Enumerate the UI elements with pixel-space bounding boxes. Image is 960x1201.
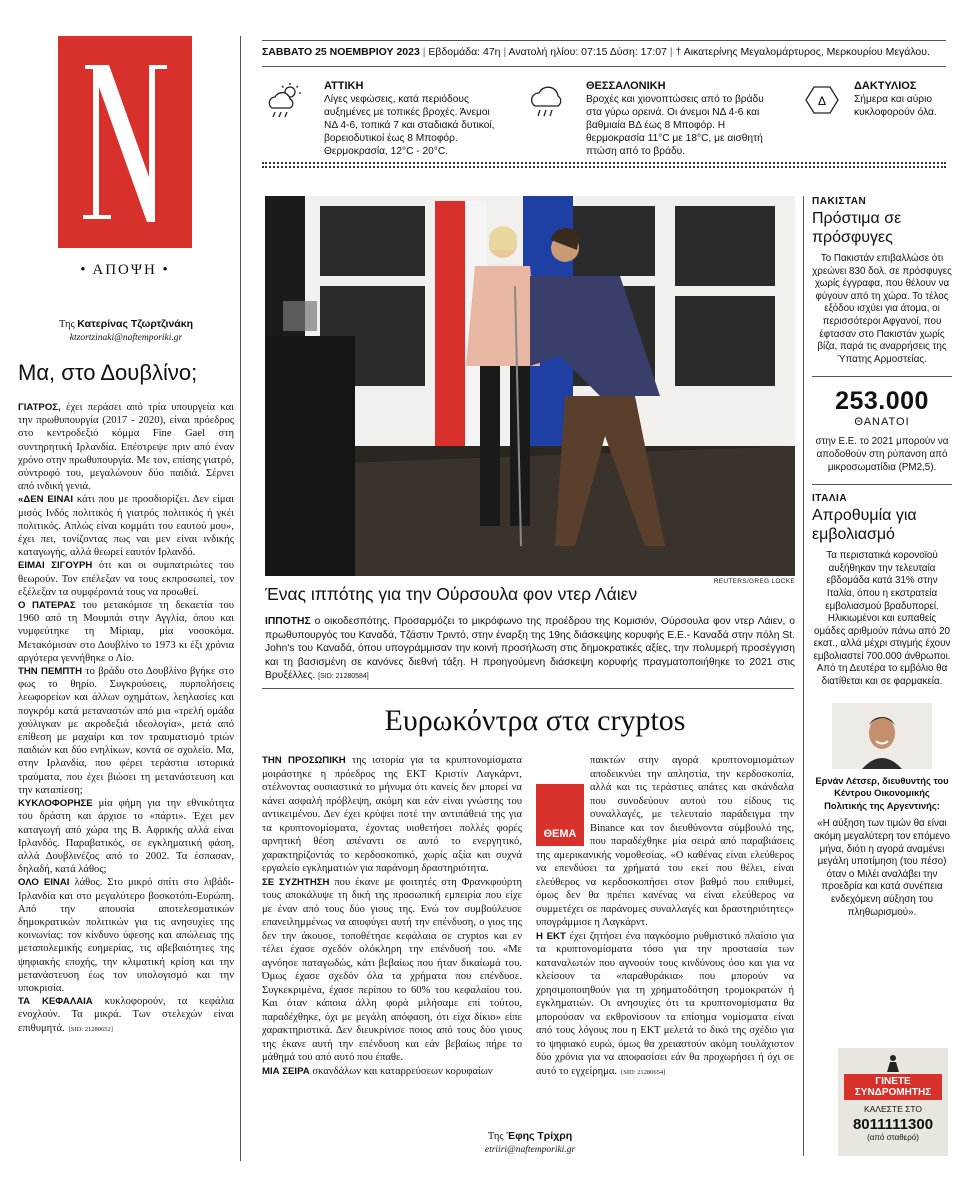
weather-text: Σήμερα και αύριο κυκλοφορούν όλα. bbox=[854, 94, 937, 118]
paragraph bbox=[262, 1065, 522, 1079]
paragraph-text: παικτών στην αγορά κρυπτονομισμάτων αποδεικνύει την απληστία, την κερδοσκοπία, αλλά και τις τεράστιες απάτες και σκάνδαλα που συνοδεύουν αυτού του είδους τις συναλλαγές, με τελευταίο παράδειγμα την Binance και τον διευθύνοντα σύμβουλό της, που παραδέχθηκε μία σειρά από παραβιάσεις της αμερικανικής νομοθεσίας. «Ο καθένας είναι ελεύθερος να επενδύσει τα χρήματά του εκεί που θέλει, είναι ελεύθερος να κερδοσκοπήσει στον βαθμό που επιθυμεί, όμως δεν θα πρέπει κανένας να είναι ελεύθερος να συμμετέχει σε παράνομες συναλλαγές και δραστηριότητες» υπογράμμισε η Λαγκάρντ. bbox=[536, 755, 794, 928]
logo-n-icon bbox=[75, 57, 175, 227]
subscribe-note: (από σταθερό) bbox=[867, 1133, 919, 1142]
paragraph bbox=[18, 876, 234, 995]
name-days: † Αικατερίνης Μεγαλομάρτυρος, Μερκουρίου Μεγάλου. bbox=[675, 46, 930, 58]
sid-code: [SID: 21280584] bbox=[318, 673, 369, 680]
photo-credit: REUTERS/GREG LOCKE bbox=[713, 578, 795, 585]
column-divider bbox=[240, 36, 241, 1161]
paragraph bbox=[18, 995, 234, 1036]
right-column bbox=[812, 196, 952, 919]
paragraph-text: έχει περάσει από τρία υπουργεία και την πρωθυπουργία (2017 - 2020), είναι πρόεδρος στο κεντροδεξιό κόμμα Fine Gael στη συντηρητική Ιρλανδία. Επέστρεψε πριν από έναν χρόνο στην πρωθυπουργία. Με τον, επίσης γιατρό, σύντροφό του, μεγαλώνουν δύο παιδιά. Σέρνει από ινδική γενιά. bbox=[18, 402, 234, 493]
paragraph bbox=[536, 930, 794, 1080]
sid-code: [SID: 21280652] bbox=[68, 1025, 113, 1033]
paragraph-text: της ιστορία για τα κρυπτονομίσματα μοιράστηκε η πρόεδρος της ΕΚΤ Κριστίν Λαγκάρντ, στέλνοντας ουσιαστικά το μήνυμα ότι κανείς δεν μπορεί να κάνει ασφαλή πρόβλεψη, ακόμη και εάν είναι γνώστης του αντικειμένου. Δεν έχει κρύψει ποτέ την αντιπάθειά της για τα κρυπτονομίσματα, έχοντας υιοθετήσει πολλές φορές αρνητική θέση απέναντι σε αυτό το ενεργητικό, χαρακτηρίζοντάς το κερδοσκοπικό, χωρίς αξία και συχνά εργαλείο εγκληματιών για παράνομη δραστηριότητα. bbox=[262, 755, 522, 874]
paragraph-lead: Ο ΠΑΤΕΡΑΣ bbox=[18, 600, 76, 612]
paragraph bbox=[18, 797, 234, 876]
paragraph-text: κάτι που με προσδιορίζει. Δεν είμαι μισός Ινδός πολιτικός ή γιατρός πολιτικός ή γκέι πολιτικός. Απλώς είναι κομμάτι του εαυτού μου», έχει πει, τονίζοντας πως ναι μεν είναι ινδικής καταγωγής, αλλά θεωρεί εαυτόν Ιρλανδό. bbox=[18, 494, 234, 559]
rule bbox=[812, 484, 952, 485]
news-photo bbox=[265, 196, 795, 576]
paragraph-text: που έκανε με φοιτητές στη Φρανκφούρτη τους αποκάλυψε τη δική της προσωπική εμπειρία που είχε με έναν από τους δύο γιους της. Ενώ τον συμβούλευσε επανειλημμένως να αποφύγει αυτή την επένδυση, ο γιος της δεν την άκουσε, τοποθέτησε κεφάλαια σε cryptos και εν τέλει έχασε σχεδόν ολόκληρη την επένδυσή του. «Με αγνόησε παταγωδώς, κάτι βεβαίως που ήταν δικαίωμά του. Όμως έχασε σχεδόν όλα τα χρήματα που επένδυσε. Συγκεκριμένα, έχασε περίπου το 60% του κεφαλαίου του. Και όταν κάποια άλλη φορά μιλήσαμε επί τούτου, παραδέχθηκε, όχι με μεγάλη απόφαση, ότι είχα δίκιο» είπε χαρακτηριστικά. Δεν διευκρίνισε ποιος από τους δύο γιους της έκανε αυτή την επένδυση και εάν βεβαίως πήρε το μάθημά του από αυτό που έπαθε. bbox=[262, 876, 522, 1063]
sun-cloud-rain-icon bbox=[264, 82, 306, 124]
person-portrait-icon bbox=[832, 703, 932, 769]
badge-spacer bbox=[536, 754, 590, 846]
article-body bbox=[18, 401, 234, 1036]
paragraph-lead: ΣΕ ΣΥΖΗΤΗΣΗ bbox=[262, 876, 330, 888]
brief-title: Πρόστιμα σε πρόσφυγες bbox=[812, 210, 902, 246]
paragraph-text: το βράδυ στο Δουβλίνο βγήκε στο φως το θηρίο. Συγκρούσεις, πυρπολήσεις λεωφορείων και άλλων οχημάτων, λεηλασίες και πογκρόμ κατά μεταναστών από μια «τρελή ομάδα χούλιγκαν με ακροδεξιά ιδεολογία», μετά από επίθεση με μαχαίρι και τον τραυματισμό τριών παιδιών και δύο ενηλίκων, κοντά σε σχολείο. Μα, στην Ιρλανδία, που φέρει τεράστια ιστορικά τραύματα, που έχει βιώσει τη μετανάστευση και την καταπίεση; bbox=[18, 666, 234, 796]
paragraph-lead: ΚΥΚΛΟΦΟΡΗΣΕ bbox=[18, 798, 93, 810]
paragraph-lead: ΜΙΑ ΣΕΙΡΑ bbox=[262, 1065, 310, 1077]
summit-photo bbox=[265, 196, 795, 576]
weather-text: Βροχές και χιονοπτώσεις από το βράδυ στα γύρω ορεινά. Οι άνεμοι ΝΔ 4-6 και βαθμιαία ΒΔ έως 8 Μποφόρ. Η θερμοκρασία 11°C με 18°C, με αισθητή πτώση από το βράδυ. bbox=[586, 94, 764, 157]
paragraph-lead: Η ΕΚΤ bbox=[536, 930, 566, 942]
sun-times: Ανατολή ηλίου: 07:15 Δύση: 17:07 bbox=[508, 46, 667, 58]
photo-title: Ένας ιππότης για την Ούρσουλα φον ντερ Λάιεν bbox=[265, 584, 638, 604]
date-line: ΣΑΒΒΑΤΟ 25 ΝΟΕΜΒΡΙΟΥ 2023 | Εβδομάδα: 47η | Ανατολή ηλίου: 07:15 Δύση: 17:07 | † Αικατερίνης Μεγαλομάρτυρος, Μερκουρίου Μεγάλου. bbox=[262, 46, 930, 58]
crypto-title: Ευρωκόντρα στα cryptos bbox=[384, 704, 686, 737]
big-number: 253.000 bbox=[835, 387, 929, 416]
paragraph bbox=[262, 754, 522, 876]
left-article bbox=[18, 318, 234, 1036]
weather-ring-road bbox=[802, 80, 948, 119]
quote-text: «Η αύξηση των τιμών θα είναι ακόμη μεγαλύτερη τον επόμενο μήνα, διότι η αγορά αναμένει μεγάλη υποτίμηση (του πέσο) όταν ο Μιλέι αναλάβει την προεδρία και κατά συνέπεια ενδεχόμενη αύξηση του πληθωρισμού». bbox=[813, 818, 951, 918]
brief-head: ΙΤΑΛΙΑ bbox=[812, 493, 848, 505]
paragraph bbox=[18, 401, 234, 493]
subscribe-title: ΓΙΝΕΤΕ ΣΥΝΔΡΟΜΗΤΗΣ bbox=[844, 1074, 942, 1100]
subscribe-box[interactable] bbox=[838, 1048, 948, 1156]
quote-portrait bbox=[832, 703, 932, 769]
paragraph bbox=[18, 599, 234, 665]
author-email: ktzortzinaki@naftemporiki.gr bbox=[69, 333, 183, 343]
author: Κατερίνας Τζωρτζινάκη bbox=[77, 318, 194, 330]
rule bbox=[262, 66, 946, 67]
traffic-sign-icon bbox=[804, 84, 840, 116]
crypto-column-1 bbox=[262, 754, 522, 1078]
quote-person: Ερνάν Λέτσερ, διευθυντής του Κέντρου Οικονομικής Πολιτικής της Αργεντινής: bbox=[815, 774, 949, 811]
svg-text:Δ: Δ bbox=[817, 94, 827, 108]
paragraph-lead: ΤΑ ΚΕΦΑΛΑΙΑ bbox=[18, 996, 93, 1008]
weather-text: Λίγες νεφώσεις, κατά περιόδους αυξημένες με τοπικές βροχές. Άνεμοι ΝΔ 4-6, τοπικά 7 και σταδιακά δυτικοί, βορειοδυτικοί έως 8 Μποφόρ. Θερμοκρασία, 12°C - 20°C. bbox=[324, 94, 495, 157]
paragraph-lead: ΤΗΝ ΠΕΜΠΤΗ bbox=[18, 666, 83, 678]
rule bbox=[812, 376, 952, 377]
subscriber-icon bbox=[838, 1054, 948, 1072]
sid-code: [SID: 21280654] bbox=[621, 1068, 666, 1076]
big-number-label: ΘΑΝΑΤΟΙ bbox=[854, 416, 910, 429]
paragraph-text: του μετακόμισε τη δεκαετία του 1960 από τη Μουμπάι στην Αγγλία, όπου και νυμφεύτηκε τη Μίριαμ, μία νοσοκόμα. Μετακόμισαν στο Δουβλίνο το 1973 κι έξι χρόνια αργότερα γεννήθηκε ο Λίο. bbox=[18, 600, 234, 664]
paragraph-lead: «ΔΕΝ ΕΙΝΑΙ bbox=[18, 494, 73, 506]
big-number-text: στην Ε.Ε. το 2021 μπορούν να αποδοθούν στη ρύπανση από μικροσωματίδια (PM2,5). bbox=[815, 436, 949, 473]
date: ΣΑΒΒΑΤΟ 25 ΝΟΕΜΒΡΙΟΥ 2023 bbox=[262, 46, 420, 58]
column-divider bbox=[803, 196, 804, 1156]
subscribe-call: ΚΑΛΕΣΤΕ ΣΤΟ bbox=[863, 1104, 923, 1114]
paragraph-text: σκανδάλων και καταρρεύσεων κορυφαίων bbox=[309, 1065, 493, 1077]
paragraph-lead: ΤΗΝ ΠΡΟΣΩΠΙΚΗ bbox=[262, 755, 346, 766]
rule bbox=[262, 40, 946, 41]
paragraph-lead: ΓΙΑΤΡΟΣ, bbox=[18, 402, 61, 413]
cloud-rain-icon bbox=[528, 82, 570, 124]
crypto-column-2 bbox=[536, 754, 794, 1079]
caption-lead: ΙΠΠΟΤΗΣ bbox=[265, 616, 311, 627]
paragraph bbox=[18, 665, 234, 797]
paragraph-lead: ΟΛΟ ΕΙΝΑΙ bbox=[18, 877, 70, 889]
paragraph-text: κυκλοφορούν, τα κεφάλια ενοχλούν. Τα μικρά. Των στελεχών είναι επιθυμητά. bbox=[18, 996, 234, 1034]
weather-title: ΘΕΣΣΑΛΟΝΙΚΗ bbox=[586, 80, 666, 92]
dotted-separator bbox=[262, 162, 946, 168]
brief-title: Απροθυμία για εμβολιασμό bbox=[812, 507, 917, 544]
author-email: etriiri@naftemporiki.gr bbox=[484, 1145, 576, 1155]
article-title: Μα, στο Δουβλίνο; bbox=[18, 360, 198, 385]
byline: Της Κατερίνας Τζωρτζινάκη bbox=[58, 318, 194, 330]
author: Έφης Τρίχρη bbox=[506, 1130, 573, 1142]
brief-head: ΠΑΚΙΣΤΑΝ bbox=[812, 196, 867, 207]
paragraph-lead: ΕΙΜΑΙ ΣΙΓΟΥΡΗ bbox=[18, 560, 93, 572]
week: Εβδομάδα: 47η bbox=[428, 46, 501, 58]
paragraph-text: λάθος. Στο μικρό σπίτι στο λιβάδι-Ιρλανδία και στο μεγαλύτερο βοσκοτόπι-Ευρώπη. Από την απουσία αποτελεσματικών δημοκρατικών πολιτικών για τις ανησυχίες της κοινωνίας: τον κίνδυνο ύφεσης και απώλειας της μεταπολεμικής ευημερίας, τις αβεβαιότητες της ψηφιακής εποχής, την κλιματική κρίση και την μετανάστευση έως τον υπολογισμό και την υποκρισία. bbox=[18, 877, 234, 994]
paragraph-text: έχει ζητήσει ένα παγκόσμιο ρυθμιστικό πλαίσιο για τα κρυπτονομίσματα τόσο για την προστασία των καταναλωτών που αγνοούν τους κινδύνους όσο και για να κλείσουν τα «παραθυράκια» που μπορούν να χρησιμοποιηθούν για τη χρηματοδότηση τρομοκρατών ή εγκληματιών. Οι ανησυχίες ότι τα κρυπτονομίσματα θα μπορούσαν να εκθρονίσουν τα επίσημα νομίσματα είναι από τους λόγους που η ΕΚΤ μελετά το δικό της σχέδιο για το ψηφιακό ευρώ, όμως θα χρειαστούν ακόμη τουλάχιστον δύο χρόνια για να αποφασίσει εάν θα προχωρήσει ή όχι σε αυτό το εγχείρημα. bbox=[536, 930, 794, 1077]
rule bbox=[262, 688, 794, 689]
weather-attica bbox=[264, 80, 506, 158]
thema-badge: ΘΕΜΑ bbox=[536, 784, 584, 846]
weather-title: ΔΑΚΤΥΛΙΟΣ bbox=[854, 80, 917, 92]
paragraph bbox=[536, 754, 794, 930]
weather-title: ΑΤΤΙΚΗ bbox=[324, 80, 364, 92]
paragraph bbox=[18, 493, 234, 559]
photo-caption bbox=[265, 615, 795, 684]
section-label: • ΑΠΟΨΗ • bbox=[80, 262, 170, 278]
paragraph-text: μία φήμη για την εθνικότητα του δράστη και άρχισε το «πάρτι». Έχει μεν καταγωγή από χώρα της Β. Αφρικής αλλά είναι Ιρλανδός. Παραβατικός, σε εγκληματική φάση, αλλά Δουβλινέζος από το 2002. Τα έσπασαν, δηλαδή, κατά λάθος; bbox=[18, 798, 234, 876]
paragraph bbox=[18, 559, 234, 599]
brief-text: Το Πακιστάν επιβαλλώσε ότι χρεώνει 830 δολ. σε πρόσφυγες χωρίς έγγραφα, που θέλουν να φύγουν από τη χώρα. Το τέλος εξόδου ισχύει για άτομα, οι περισσότεροι Αφγανοί, που έφτασαν στο Πακιστάν χωρίς βίζα, παρά τις αναρρήσεις της Ύπατης Αρμοστείας. bbox=[812, 253, 952, 365]
crypto-byline: Της Έφης Τρίχρη etriiri@naftemporiki.gr bbox=[430, 1130, 630, 1155]
subscribe-phone[interactable]: 8011111300 bbox=[852, 1116, 934, 1133]
caption-text: ο οικοδεσπότης. Προσαρμόζει το μικρόφωνο της προέδρου της Κομισιόν, Ούρσουλα φον ντερ Λάιεν, ο πρωθυπουργός του Καναδά, Τζάστιν Τριντό, στην έναρξη της 19ης διάσκεψης κορυφής Ε.Ε.- Καναδά στην πόλη St. John's του Καναδά, όπου υπογράμμισαν την κοινή προσήλωση στις δημοκρατικές αξίες, την πολυμερή προσέγγιση και τη βασισμένη σε κανόνες διεθνή τάξη. Η προηγούμενη διάσκεψη κορυφής πραγματοποιήθηκε το 2021 στις Βρυξέλλες. bbox=[265, 616, 795, 681]
paragraph-text: ότι και οι συμπατριώτες του θεωρούν. Τον επέλεξαν να τους εκπροσωπεί, τον εξέλεξαν τα συμφέροντά τους να προωθεί. bbox=[18, 560, 234, 598]
newspaper-logo bbox=[58, 36, 192, 248]
weather-thessaloniki bbox=[528, 80, 782, 158]
paragraph bbox=[262, 876, 522, 1065]
brief-text: Τα περιστατικά κορονοϊού αυξήθηκαν την τελευταία εβδομάδα κατά 31% στην Ιταλία, όπου η εκστρατεία εμβολιασμού βραδυπορεί. Ηλικιωμένοι και ευπαθείς ομάδες αριθμούν πάνω από 20 εκατ., αλλά μέχρι στιγμής έχουν εμβολιαστεί 700.000 άνθρωποι. Από τη Δευτέρα το εμβόλιο θα διατίθεται και σε φαρμακεία. bbox=[813, 550, 951, 688]
